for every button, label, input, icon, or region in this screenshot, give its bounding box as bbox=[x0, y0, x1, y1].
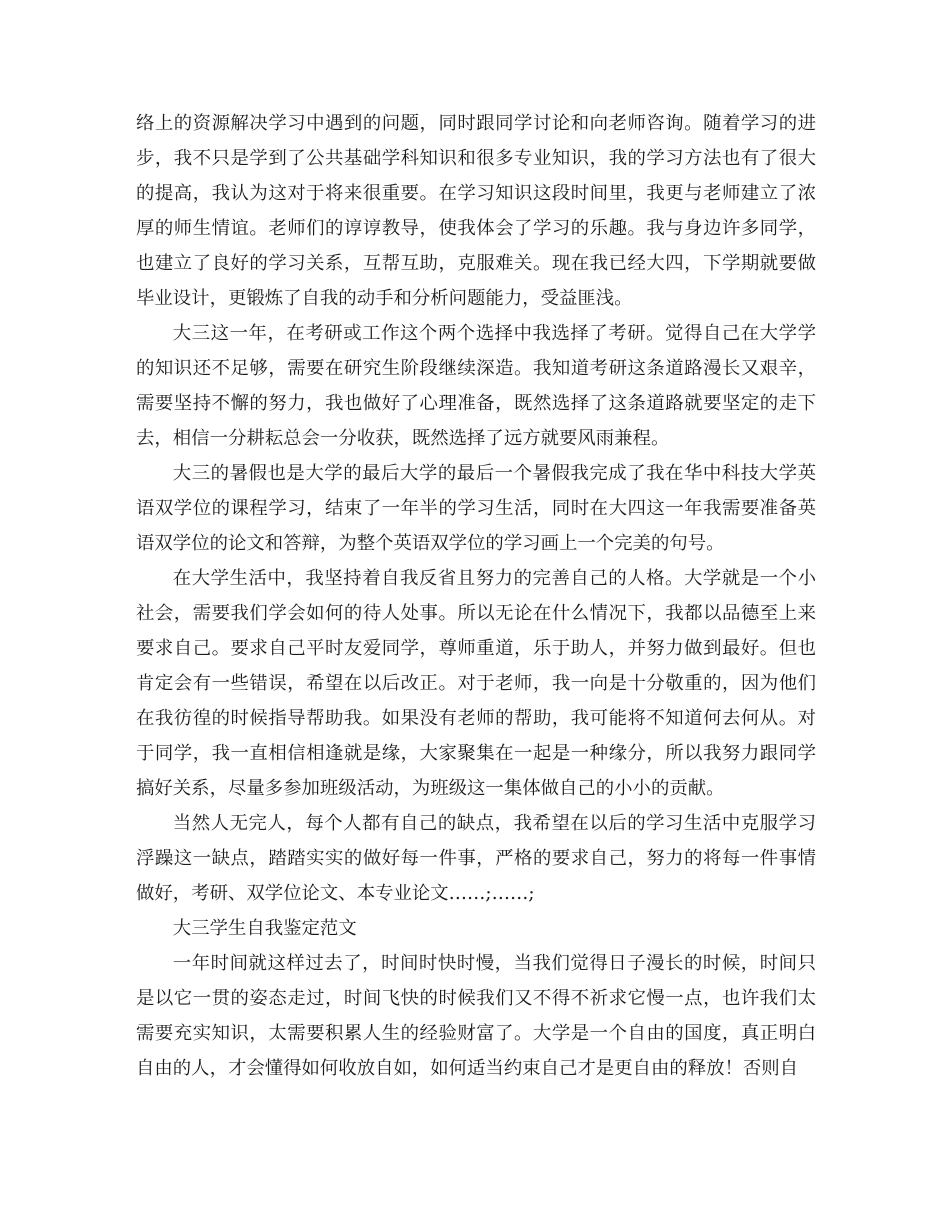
paragraph-one-year: 一年时间就这样过去了，时间时快时慢，当我们觉得日子漫长的时候，时间只是以它一贯的姿态走过，时间飞快的时候我们又不得不祈求它慢一点，也许我们太需要充实知识，太需要积累人生的经验财富了。大学是一个自由的国度，真正明白自由的人，才会懂得如何收放自如，如何适当约束自己才是更自由的释放！否则自 bbox=[136, 953, 816, 1079]
paragraph-shortcomings: 当然人无完人，每个人都有自己的缺点，我希望在以后的学习生活中克服学习浮躁这一缺点，踏踏实实的做好每一件事，严格的要求自己，努力的将每一件事情做好，考研、双学位论文、本专业论文……;……; bbox=[136, 813, 816, 904]
section-heading: 大三学生自我鉴定范文 bbox=[172, 918, 357, 939]
paragraph-postgraduate-choice: 大三这一年，在考研或工作这个两个选择中我选择了考研。觉得自己在大学学的知识还不足够，需要在研究生阶段继续深造。我知道考研这条道路漫长又艰辛，需要坚持不懈的努力，我也做好了心理准备，既然选择了这条道路就要坚定的走下去，相信一分耕耘总会一分收获，既然选择了远方就要风雨兼程。 bbox=[136, 323, 816, 449]
document-page bbox=[136, 106, 816, 1086]
paragraph-double-degree: 大三的暑假也是大学的最后大学的最后一个暑假我完成了我在华中科技大学英语双学位的课程学习，结束了一年半的学习生活，同时在大四这一年我需要准备英语双学位的论文和答辩，为整个英语双学位的学习画上一个完美的句号。 bbox=[136, 463, 816, 554]
paragraph-continuation: 络上的资源解决学习中遇到的问题，同时跟同学讨论和向老师咨询。随着学习的进步，我不只是学到了公共基础学科知识和很多专业知识，我的学习方法也有了很大的提高，我认为这对于将来很重要。在学习知识这段时间里，我更与老师建立了浓厚的师生情谊。老师们的谆谆教导，使我体会了学习的乐趣。我与身边许多同学，也建立了良好的学习关系，互帮互助，克服难关。现在我已经大四，下学期就要做毕业设计，更锻炼了自我的动手和分析问题能力，受益匪浅。 bbox=[136, 113, 816, 309]
paragraph-self-reflection: 在大学生活中，我坚持着自我反省且努力的完善自己的人格。大学就是一个小社会，需要我们学会如何的待人处事。所以无论在什么情况下，我都以品德至上来要求自己。要求自己平时友爱同学，尊师重道，乐于助人，并努力做到最好。但也肯定会有一些错误，希望在以后改正。对于老师，我一向是十分敬重的，因为他们在我彷徨的时候指导帮助我。如果没有老师的帮助，我可能将不知道何去何从。对于同学，我一直相信相逢就是缘，大家聚集在一起是一种缘分，所以我努力跟同学搞好关系，尽量多参加班级活动，为班级这一集体做自己的小小的贡献。 bbox=[136, 568, 816, 799]
